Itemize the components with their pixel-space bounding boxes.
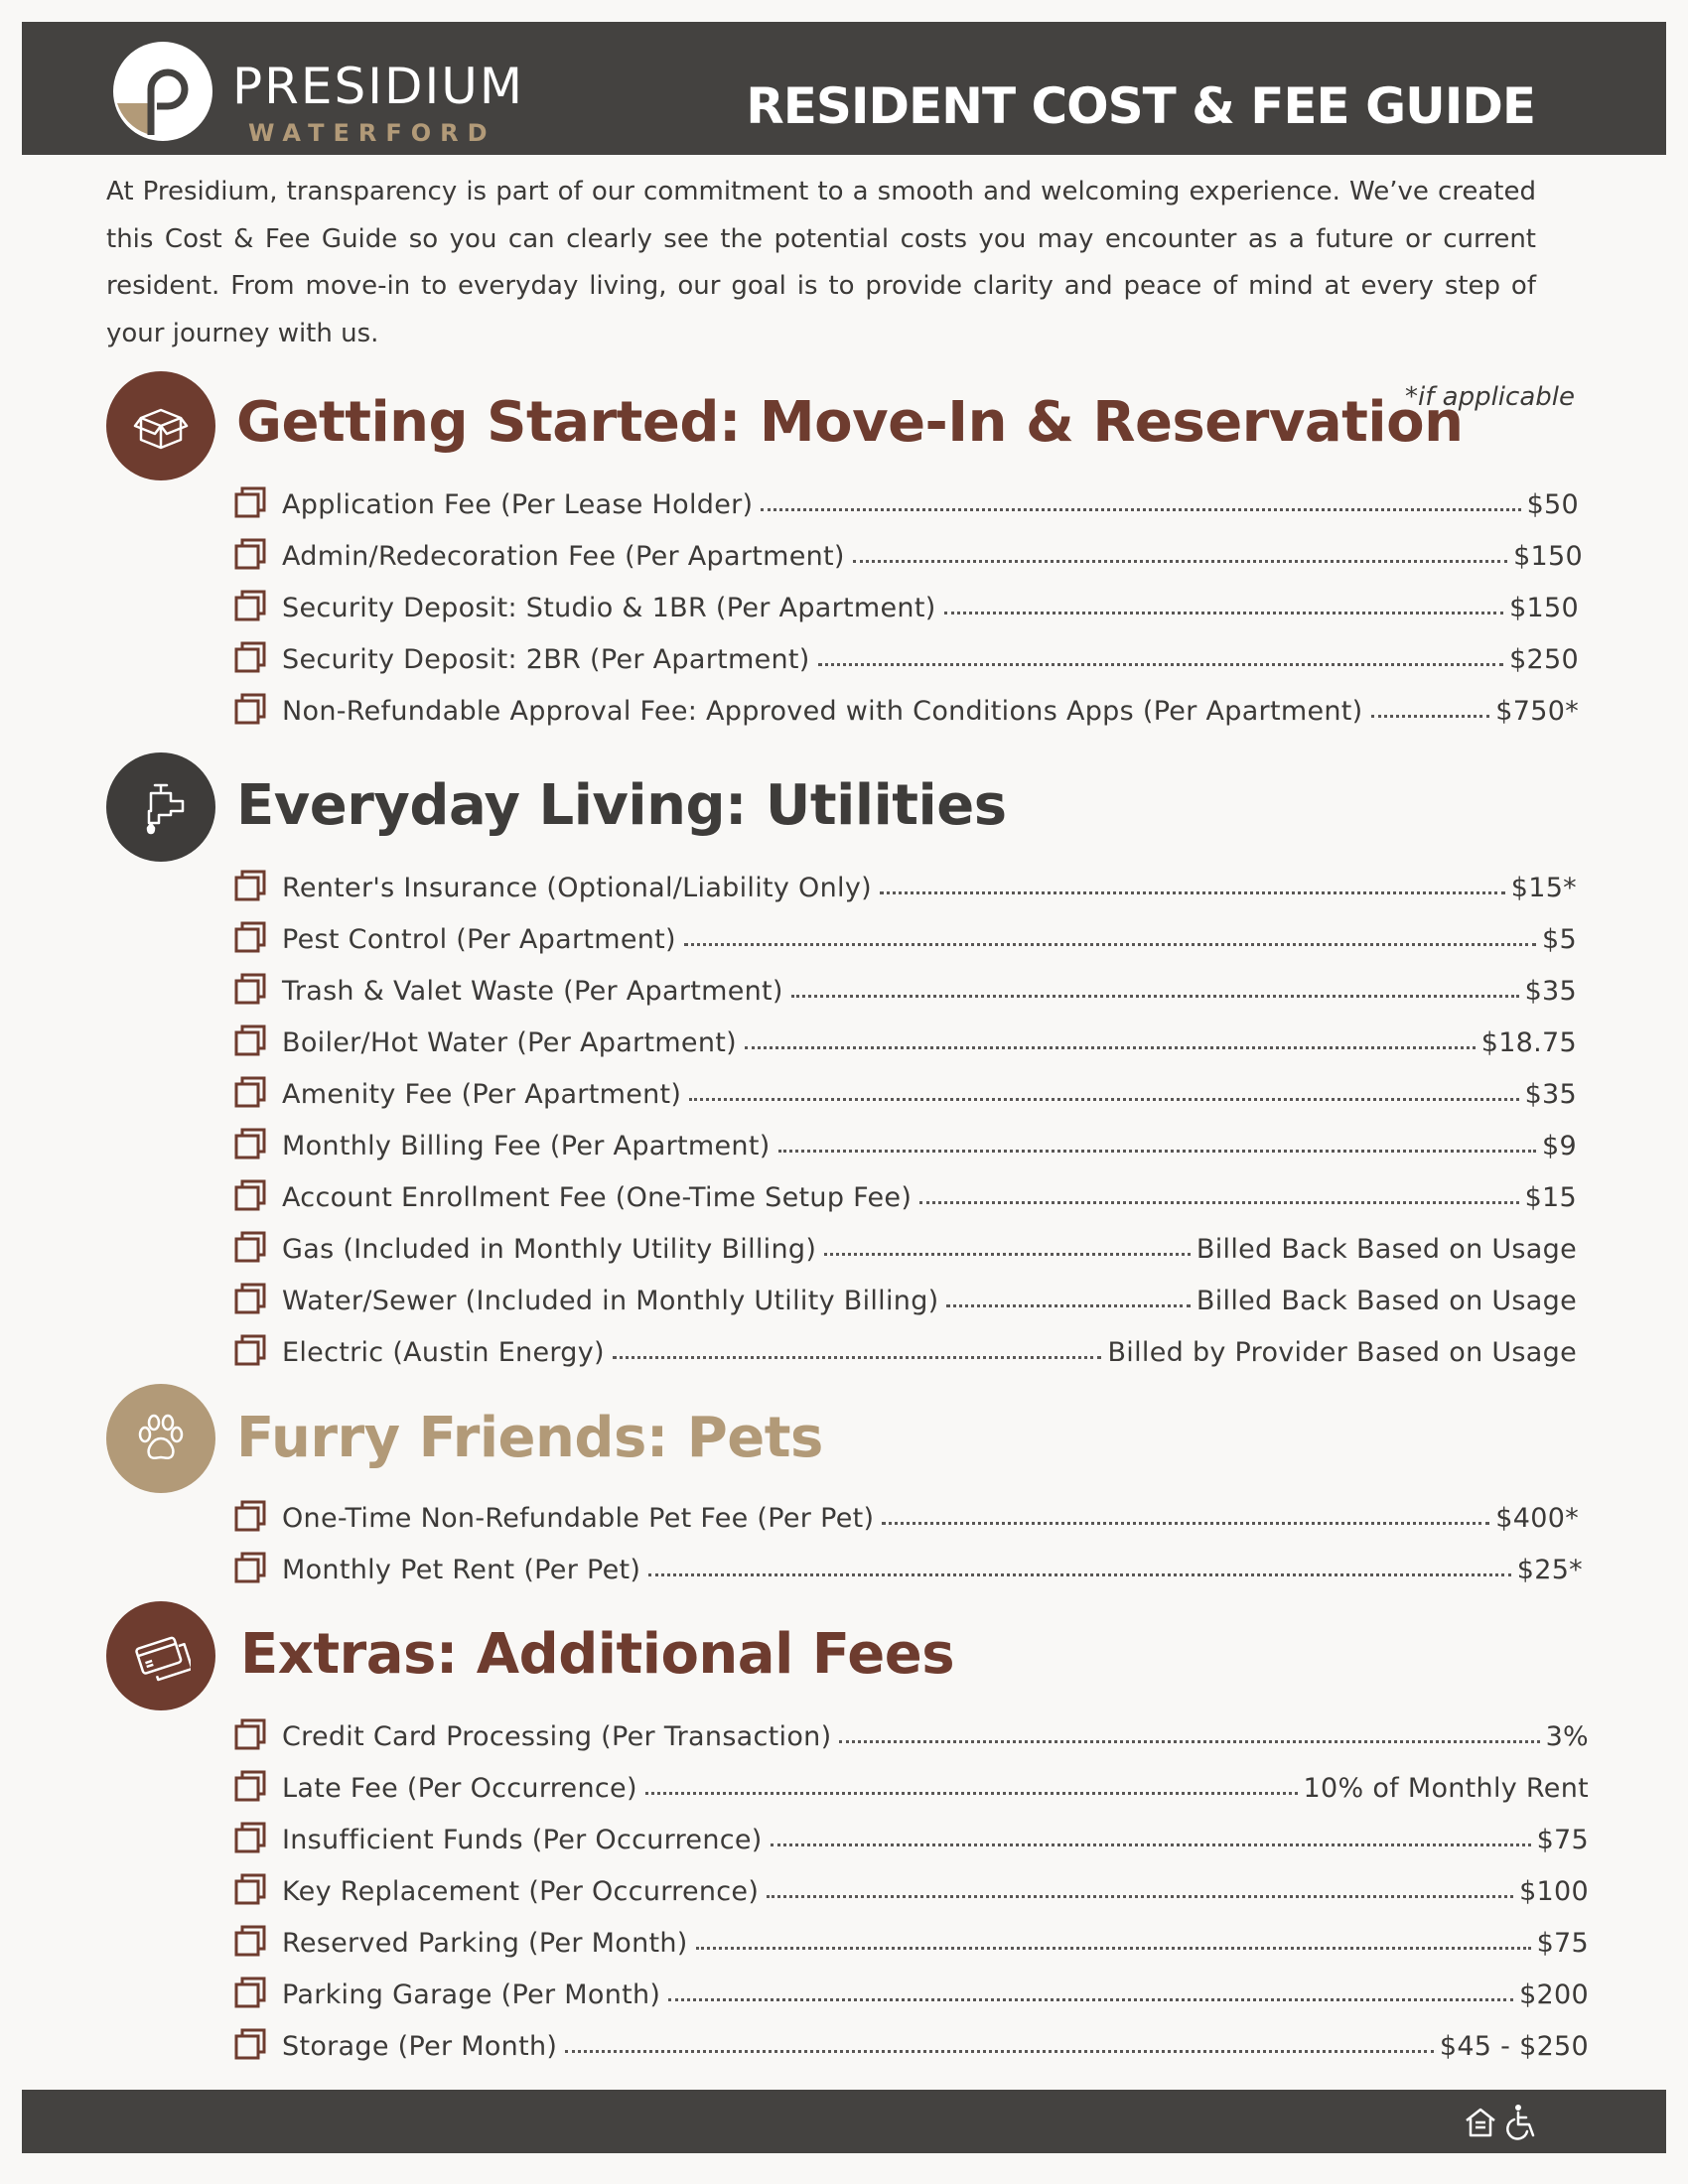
checkbox-icon[interactable] [234,486,266,518]
checkbox-icon[interactable] [234,921,266,953]
fee-label: Storage (Per Month) [282,2031,558,2062]
fee-value: $150 [1513,541,1583,572]
section-icon-circle [106,371,215,480]
accessibility-icon [1505,2104,1539,2141]
leader-dots [1371,715,1490,718]
checkbox-icon[interactable] [234,1179,266,1211]
fee-value: $25* [1516,1555,1583,1585]
fee-label: Pest Control (Per Apartment) [282,924,676,955]
checkbox-icon[interactable] [234,1231,266,1263]
fee-value: $400* [1495,1503,1579,1534]
fee-value: $45 - $250 [1439,2031,1589,2062]
fee-label: Security Deposit: 2BR (Per Apartment) [282,644,810,675]
fee-label: Admin/Redecoration Fee (Per Apartment) [282,541,845,572]
fee-value: 10% of Monthly Rent [1303,1773,1589,1804]
fee-value: $50 [1526,489,1579,520]
checkbox-icon[interactable] [234,693,266,725]
fee-label: Parking Garage (Per Month) [282,1979,661,2010]
fee-label: One-Time Non-Refundable Pet Fee (Per Pet) [282,1503,875,1534]
checkbox-icon[interactable] [234,590,266,621]
fee-value: $9 [1542,1131,1577,1161]
checkbox-icon[interactable] [234,1718,266,1750]
fee-value: 3% [1545,1721,1589,1752]
fee-value: $15 [1524,1182,1577,1213]
leader-dots [853,560,1507,563]
fee-label: Monthly Pet Rent (Per Pet) [282,1555,641,1585]
fee-value: $18.75 [1480,1027,1577,1058]
fee-label: Amenity Fee (Per Apartment) [282,1079,682,1110]
fee-value: $75 [1536,1825,1589,1855]
leader-dots [745,1046,1476,1049]
fee-label: Renter's Insurance (Optional/Liability Only) [282,873,872,903]
checkbox-icon[interactable] [234,641,266,673]
checkbox-icon[interactable] [234,1024,266,1056]
fee-value: $750* [1495,696,1579,727]
equal-housing-icon [1464,2106,1497,2139]
leader-dots [645,1792,1298,1795]
fee-label: Boiler/Hot Water (Per Apartment) [282,1027,737,1058]
fee-value: Billed Back Based on Usage [1196,1234,1577,1265]
page-title: RESIDENT COST & FEE GUIDE [746,77,1535,135]
checkbox-icon[interactable] [234,1925,266,1957]
fee-label: Credit Card Processing (Per Transaction) [282,1721,832,1752]
presidium-logo-icon [113,42,212,141]
credit-card-icon [131,1626,191,1686]
leader-dots [761,508,1520,511]
applicable-note: *if applicable [1405,382,1575,412]
section-icon-circle [106,752,215,862]
fee-value: Billed by Provider Based on Usage [1107,1337,1577,1368]
leader-dots [613,1356,1102,1359]
fee-value: $35 [1524,1079,1577,1110]
section-title: Furry Friends: Pets [236,1406,823,1470]
faucet-icon [131,777,191,837]
intro-paragraph: At Presidium, transparency is part of our commitment to a smooth and welcoming experience. We’ve created this Cost & Fee Guide so you can clearly see the potential costs you may encounter as a future or current resident. From move-in to everyday living, our goal is to provide clarity and peace of mind at every step of your journey with us. [106,177,1536,348]
leader-dots [919,1201,1518,1204]
checkbox-icon[interactable] [234,870,266,901]
fee-value: $35 [1524,976,1577,1007]
leader-dots [565,2050,1434,2053]
checkbox-icon[interactable] [234,1334,266,1366]
section-title: Getting Started: Move-In & Reservation [236,390,1464,455]
fee-label: Account Enrollment Fee (One-Time Setup Fee) [282,1182,913,1213]
checkbox-icon[interactable] [234,538,266,570]
section-title: Extras: Additional Fees [240,1622,955,1687]
leader-dots [771,1843,1531,1846]
leader-dots [684,943,1536,946]
leader-dots [767,1895,1513,1898]
fee-value: $100 [1519,1876,1589,1907]
fee-label: Non-Refundable Approval Fee: Approved with Conditions Apps (Per Apartment) [282,696,1363,727]
section-title: Everyday Living: Utilities [236,773,1007,838]
checkbox-icon[interactable] [234,1500,266,1532]
fee-value: $200 [1519,1979,1589,2010]
section-icon-circle [106,1384,215,1493]
fee-label: Electric (Austin Energy) [282,1337,605,1368]
leader-dots [689,1098,1518,1101]
fee-value: $75 [1536,1928,1589,1959]
section-icon-circle [106,1601,215,1710]
fee-label: Water/Sewer (Included in Monthly Utility Billing) [282,1286,939,1316]
checkbox-icon[interactable] [234,1822,266,1853]
paw-icon [131,1409,191,1468]
leader-dots [668,1998,1513,2001]
brand-name: PRESIDIUM [232,58,524,115]
checkbox-icon[interactable] [234,1770,266,1802]
checkbox-icon[interactable] [234,2028,266,2060]
brand-subtitle: WATERFORD [248,119,496,147]
header-bar [22,22,1666,155]
leader-dots [946,1304,1190,1307]
checkbox-icon[interactable] [234,973,266,1005]
fee-label: Reserved Parking (Per Month) [282,1928,688,1959]
box-icon [131,396,191,456]
fee-label: Security Deposit: Studio & 1BR (Per Apartment) [282,593,936,623]
leader-dots [791,995,1519,998]
fee-label: Monthly Billing Fee (Per Apartment) [282,1131,771,1161]
leader-dots [880,891,1505,894]
leader-dots [882,1522,1489,1525]
fee-value: Billed Back Based on Usage [1196,1286,1577,1316]
fee-label: Key Replacement (Per Occurrence) [282,1876,760,1907]
fee-value: $5 [1542,924,1577,955]
fee-label: Insufficient Funds (Per Occurrence) [282,1825,763,1855]
leader-dots [839,1740,1539,1743]
checkbox-icon[interactable] [234,1873,266,1905]
fee-value: $250 [1509,644,1579,675]
checkbox-icon[interactable] [234,1552,266,1583]
leader-dots [778,1150,1536,1153]
leader-dots [944,612,1504,614]
checkbox-icon[interactable] [234,1076,266,1108]
leader-dots [696,1947,1531,1950]
checkbox-icon[interactable] [234,1283,266,1314]
leader-dots [648,1573,1511,1576]
fee-label: Trash & Valet Waste (Per Apartment) [282,976,783,1007]
fee-label: Late Fee (Per Occurrence) [282,1773,637,1804]
fee-value: $15* [1510,873,1577,903]
leader-dots [818,663,1503,666]
fee-label: Application Fee (Per Lease Holder) [282,489,754,520]
checkbox-icon[interactable] [234,1128,266,1160]
checkbox-icon[interactable] [234,1977,266,2008]
fee-label: Gas (Included in Monthly Utility Billing) [282,1234,817,1265]
fee-value: $150 [1509,593,1579,623]
leader-dots [824,1253,1191,1256]
footer-bar [22,2090,1666,2153]
